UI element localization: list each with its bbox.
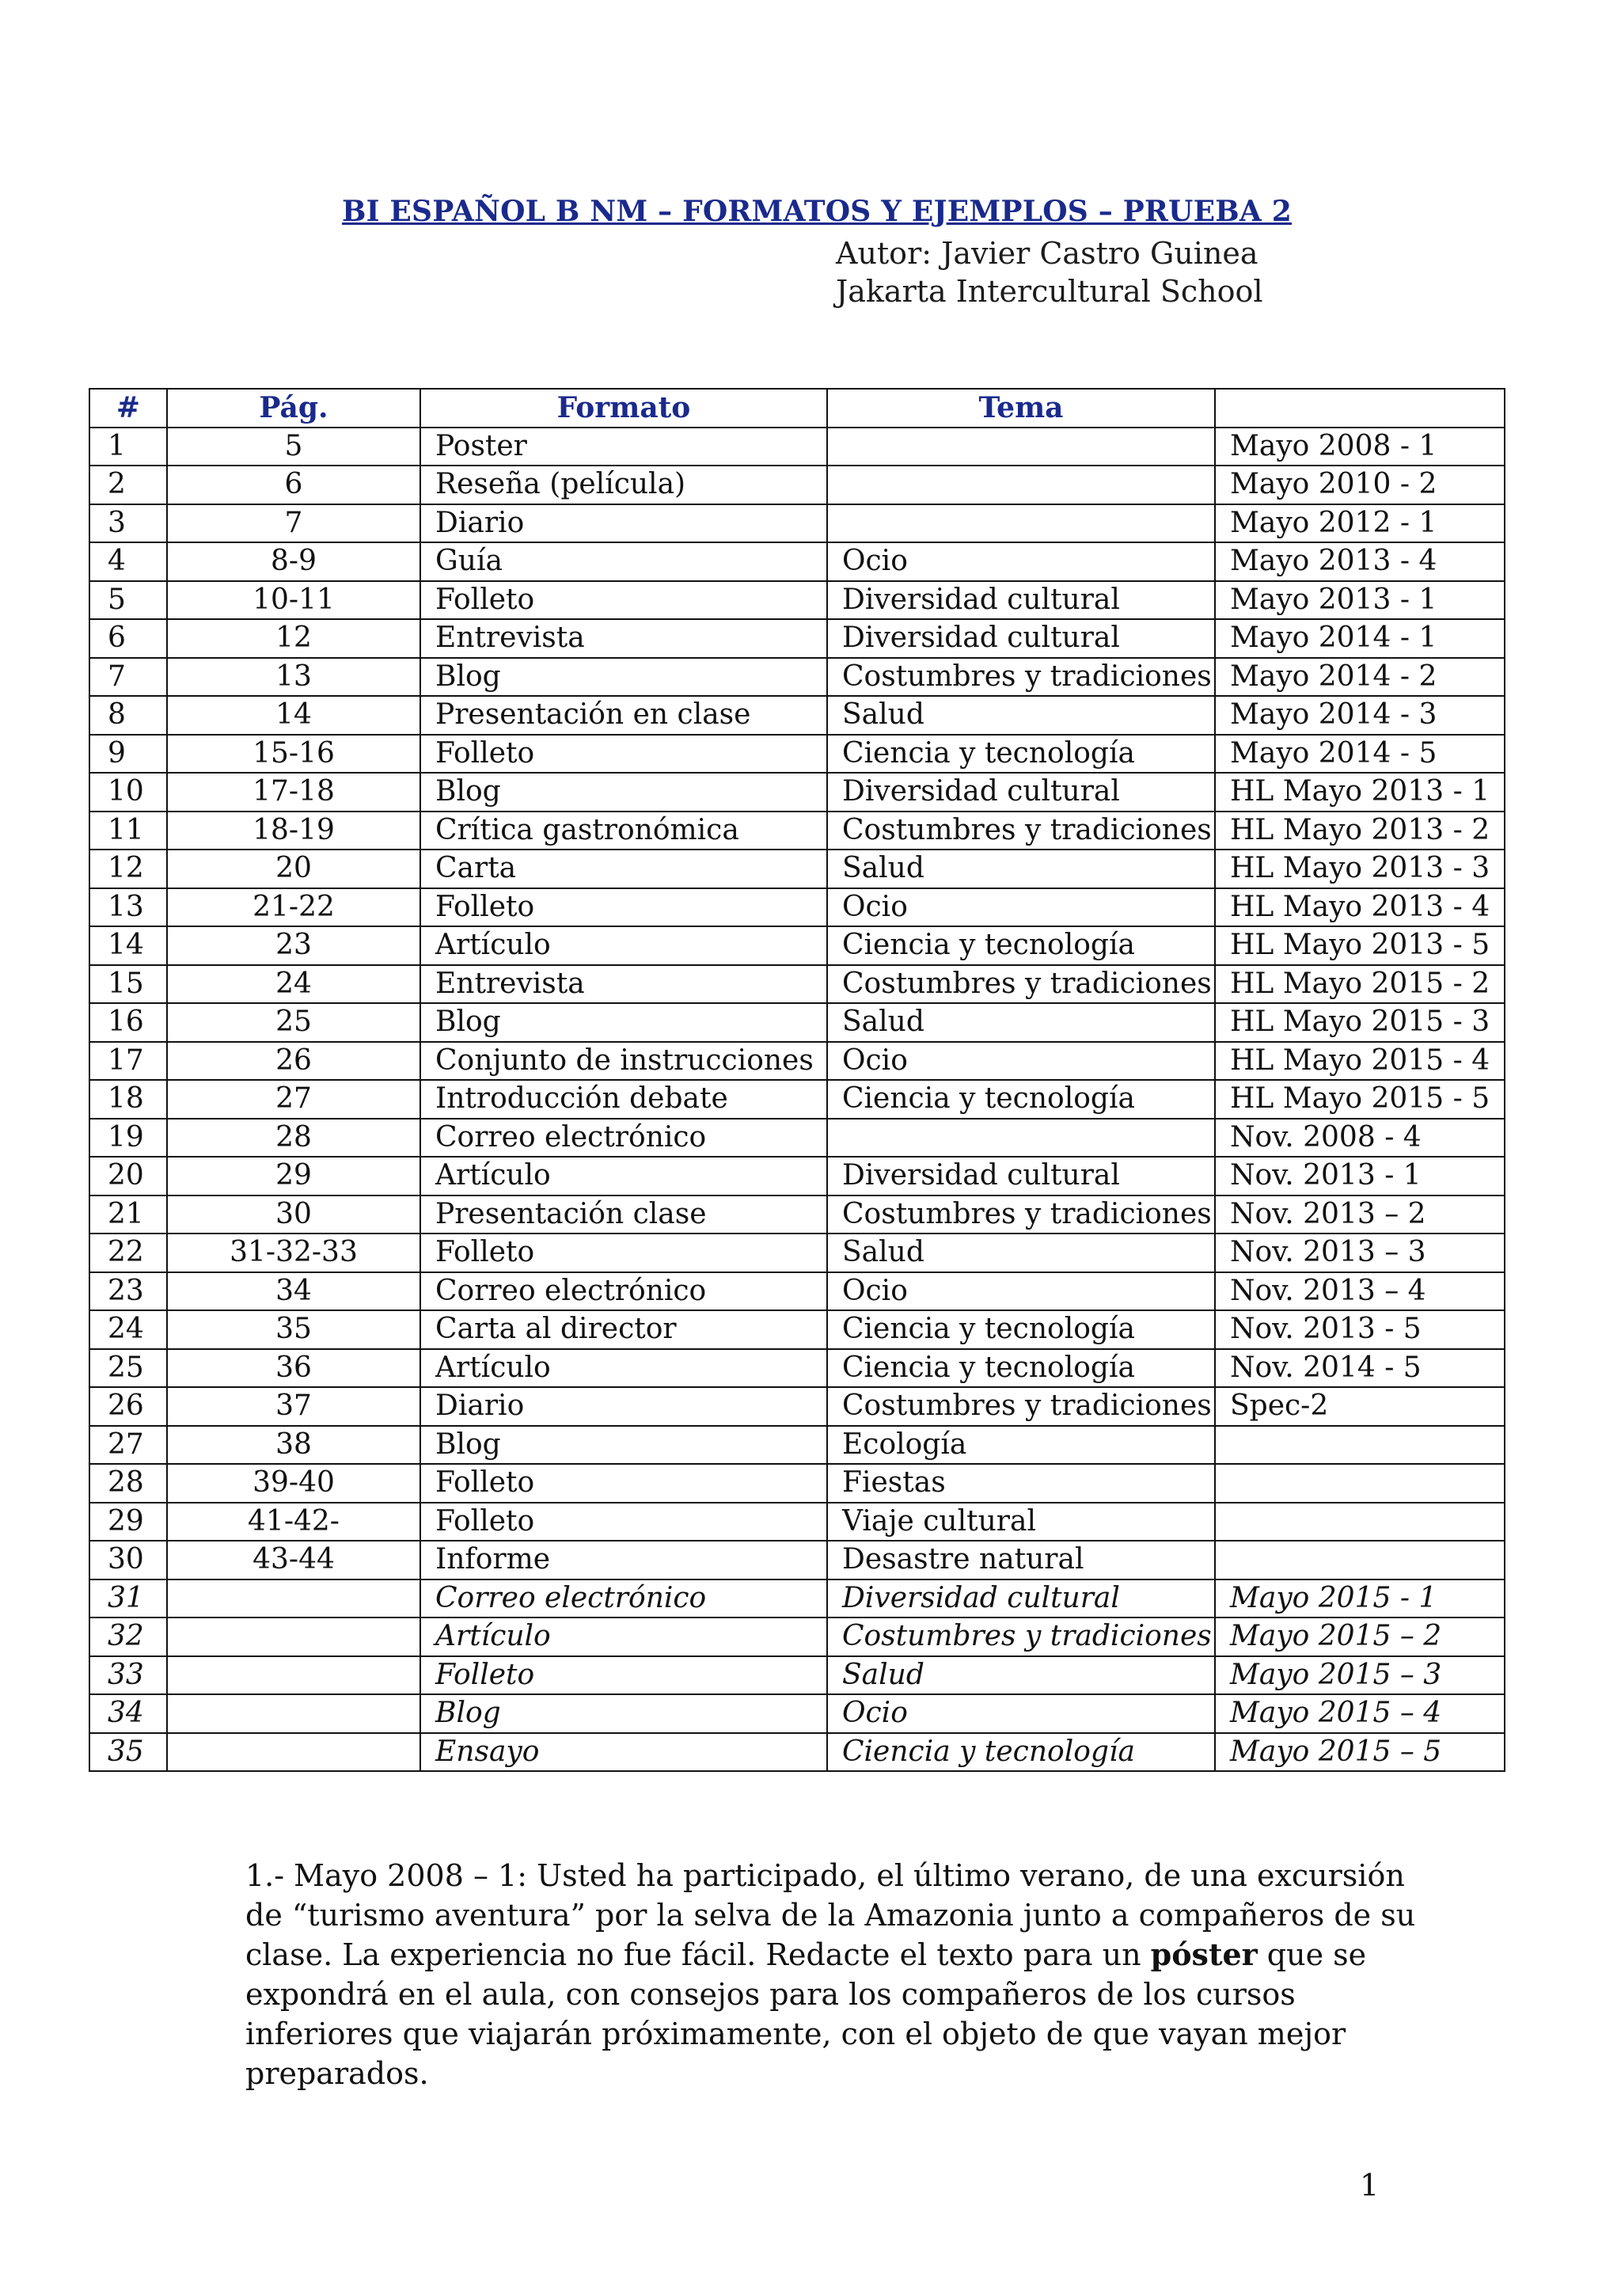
cell-exam: Mayo 2013 - 4 [1215, 542, 1505, 581]
cell-topic: Salud [827, 1656, 1215, 1695]
cell-number: 16 [89, 1003, 167, 1042]
cell-number: 33 [89, 1656, 167, 1695]
formats-table [89, 388, 1505, 1772]
cell-exam: Spec-2 [1215, 1387, 1505, 1426]
cell-page: 21-22 [167, 888, 420, 927]
cell-exam: Mayo 2008 - 1 [1215, 428, 1505, 466]
cell-page: 20 [167, 850, 420, 888]
cell-number: 27 [89, 1426, 167, 1465]
cell-format: Folleto [420, 1656, 827, 1695]
cell-number: 7 [89, 658, 167, 697]
cell-topic: Salud [827, 1234, 1215, 1272]
cell-topic: Diversidad cultural [827, 619, 1215, 658]
table-row [89, 1119, 1505, 1158]
cell-page: 14 [167, 696, 420, 735]
table-row [89, 658, 1505, 697]
cell-page: 29 [167, 1157, 420, 1196]
cell-topic: Costumbres y tradiciones [827, 812, 1215, 850]
table-row [89, 1464, 1505, 1503]
table-row [89, 1617, 1505, 1656]
table-row [89, 1349, 1505, 1388]
cell-page [167, 1617, 420, 1656]
table-row [89, 619, 1505, 658]
cell-page: 17-18 [167, 773, 420, 812]
cell-page: 41-42- [167, 1503, 420, 1541]
table-row [89, 1080, 1505, 1119]
cell-number: 29 [89, 1503, 167, 1541]
cell-format: Entrevista [420, 965, 827, 1004]
table-row [89, 1426, 1505, 1465]
cell-topic: Ecología [827, 1426, 1215, 1465]
cell-number: 35 [89, 1733, 167, 1772]
cell-topic: Costumbres y tradiciones [827, 1617, 1215, 1656]
cell-number: 17 [89, 1042, 167, 1081]
prompt-text-start: 1.- Mayo 2008 – 1: Usted ha participado, el último verano, de una excursión de “turismo aventura” por la selva de la Amazonia junto a compañeros de su clase. La experiencia no fue fácil. Redacte el texto para un [245, 1858, 1416, 1972]
cell-page: 27 [167, 1080, 420, 1119]
table-row [89, 888, 1505, 927]
table-row [89, 850, 1505, 888]
cell-page: 10-11 [167, 581, 420, 620]
cell-exam: Mayo 2015 – 5 [1215, 1733, 1505, 1772]
header-exam [1215, 389, 1505, 428]
cell-number: 31 [89, 1579, 167, 1618]
header-number: # [89, 389, 167, 428]
cell-number: 26 [89, 1387, 167, 1426]
table-row [89, 926, 1505, 965]
cell-exam: Mayo 2015 – 2 [1215, 1617, 1505, 1656]
cell-exam: HL Mayo 2013 - 2 [1215, 812, 1505, 850]
table-row [89, 504, 1505, 543]
cell-exam [1215, 1541, 1505, 1579]
table-row [89, 1694, 1505, 1733]
cell-exam: Mayo 2014 - 3 [1215, 696, 1505, 735]
cell-number: 25 [89, 1349, 167, 1388]
cell-number: 15 [89, 965, 167, 1004]
cell-topic: Diversidad cultural [827, 1579, 1215, 1618]
cell-topic: Desastre natural [827, 1541, 1215, 1579]
cell-page [167, 1579, 420, 1618]
cell-topic: Salud [827, 1003, 1215, 1042]
table-row [89, 466, 1505, 504]
table-row [89, 1387, 1505, 1426]
cell-topic: Ocio [827, 888, 1215, 927]
cell-number: 34 [89, 1694, 167, 1733]
table-row [89, 1157, 1505, 1196]
cell-exam: Mayo 2014 - 2 [1215, 658, 1505, 697]
cell-exam: Mayo 2015 - 1 [1215, 1579, 1505, 1618]
table-row [89, 965, 1505, 1004]
cell-format: Correo electrónico [420, 1119, 827, 1158]
header-topic: Tema [827, 389, 1215, 428]
cell-number: 18 [89, 1080, 167, 1119]
cell-topic: Salud [827, 850, 1215, 888]
cell-format: Introducción debate [420, 1080, 827, 1119]
cell-page: 13 [167, 658, 420, 697]
prompt-bold-term: póster [1150, 1937, 1258, 1972]
cell-format: Guía [420, 542, 827, 581]
table-row [89, 1042, 1505, 1081]
cell-topic: Costumbres y tradiciones [827, 658, 1215, 697]
cell-exam: Mayo 2014 - 1 [1215, 619, 1505, 658]
table-row [89, 1656, 1505, 1695]
cell-exam [1215, 1503, 1505, 1541]
cell-exam [1215, 1426, 1505, 1465]
cell-format: Blog [420, 773, 827, 812]
cell-exam: HL Mayo 2013 - 5 [1215, 926, 1505, 965]
cell-exam: Nov. 2013 – 3 [1215, 1234, 1505, 1272]
cell-exam: HL Mayo 2013 - 3 [1215, 850, 1505, 888]
cell-page: 26 [167, 1042, 420, 1081]
table-row [89, 1003, 1505, 1042]
table-row [89, 696, 1505, 735]
cell-format: Entrevista [420, 619, 827, 658]
cell-number: 8 [89, 696, 167, 735]
school-line: Jakarta Intercultural School [836, 274, 1263, 309]
cell-topic: Ciencia y tecnología [827, 1310, 1215, 1349]
cell-format: Blog [420, 1694, 827, 1733]
cell-topic: Ocio [827, 1272, 1215, 1311]
cell-exam: HL Mayo 2015 - 2 [1215, 965, 1505, 1004]
cell-page: 38 [167, 1426, 420, 1465]
cell-format: Diario [420, 504, 827, 543]
document-title-text: BI ESPAÑOL B NM – FORMATOS Y EJEMPLOS – PRUEBA 2 [341, 195, 1292, 228]
cell-exam: HL Mayo 2015 - 3 [1215, 1003, 1505, 1042]
cell-page: 18-19 [167, 812, 420, 850]
cell-format: Reseña (película) [420, 466, 827, 504]
cell-format: Poster [420, 428, 827, 466]
table-row [89, 812, 1505, 850]
cell-format: Carta al director [420, 1310, 827, 1349]
cell-topic: Ocio [827, 1042, 1215, 1081]
cell-number: 1 [89, 428, 167, 466]
cell-exam: Mayo 2015 – 3 [1215, 1656, 1505, 1695]
cell-page: 8-9 [167, 542, 420, 581]
cell-number: 22 [89, 1234, 167, 1272]
cell-number: 12 [89, 850, 167, 888]
table-row [89, 1234, 1505, 1272]
cell-topic: Viaje cultural [827, 1503, 1215, 1541]
cell-exam: Nov. 2013 - 5 [1215, 1310, 1505, 1349]
cell-format: Conjunto de instrucciones [420, 1042, 827, 1081]
cell-exam: HL Mayo 2013 - 4 [1215, 888, 1505, 927]
cell-format: Presentación en clase [420, 696, 827, 735]
cell-topic: Diversidad cultural [827, 1157, 1215, 1196]
table-row [89, 1579, 1505, 1618]
cell-page: 28 [167, 1119, 420, 1158]
cell-format: Folleto [420, 1464, 827, 1503]
cell-number: 5 [89, 581, 167, 620]
cell-format: Crítica gastronómica [420, 812, 827, 850]
cell-topic: Costumbres y tradiciones [827, 1387, 1215, 1426]
cell-exam: HL Mayo 2015 - 5 [1215, 1080, 1505, 1119]
cell-exam [1215, 1464, 1505, 1503]
cell-exam: HL Mayo 2013 - 1 [1215, 773, 1505, 812]
cell-page: 34 [167, 1272, 420, 1311]
cell-number: 6 [89, 619, 167, 658]
cell-topic: Ciencia y tecnología [827, 1733, 1215, 1772]
cell-topic: Salud [827, 696, 1215, 735]
header-format: Formato [420, 389, 827, 428]
cell-topic [827, 428, 1215, 466]
page-number: 1 [1360, 2168, 1380, 2203]
cell-topic [827, 466, 1215, 504]
cell-format: Folleto [420, 1234, 827, 1272]
table-row [89, 773, 1505, 812]
cell-number: 24 [89, 1310, 167, 1349]
cell-exam: Mayo 2013 - 1 [1215, 581, 1505, 620]
cell-topic: Ciencia y tecnología [827, 735, 1215, 774]
cell-page [167, 1733, 420, 1772]
table-row [89, 1196, 1505, 1234]
cell-page: 24 [167, 965, 420, 1004]
cell-format: Folleto [420, 735, 827, 774]
author-line: Autor: Javier Castro Guinea [836, 236, 1258, 271]
cell-topic: Diversidad cultural [827, 581, 1215, 620]
cell-format: Artículo [420, 1349, 827, 1388]
cell-exam: HL Mayo 2015 - 4 [1215, 1042, 1505, 1081]
cell-topic [827, 1119, 1215, 1158]
cell-format: Correo electrónico [420, 1272, 827, 1311]
table-row [89, 735, 1505, 774]
cell-format: Blog [420, 1426, 827, 1465]
table-row [89, 581, 1505, 620]
cell-page: 25 [167, 1003, 420, 1042]
table-row [89, 1503, 1505, 1541]
cell-topic: Ocio [827, 1694, 1215, 1733]
cell-exam: Nov. 2013 – 4 [1215, 1272, 1505, 1311]
cell-format: Blog [420, 658, 827, 697]
cell-number: 21 [89, 1196, 167, 1234]
cell-format: Informe [420, 1541, 827, 1579]
cell-page: 6 [167, 466, 420, 504]
cell-topic [827, 504, 1215, 543]
cell-page: 43-44 [167, 1541, 420, 1579]
cell-page: 5 [167, 428, 420, 466]
cell-page: 35 [167, 1310, 420, 1349]
cell-page: 30 [167, 1196, 420, 1234]
cell-format: Diario [420, 1387, 827, 1426]
cell-format: Folleto [420, 581, 827, 620]
exercise-prompt [245, 1856, 1433, 2093]
table-row [89, 428, 1505, 466]
cell-page [167, 1656, 420, 1695]
cell-number: 4 [89, 542, 167, 581]
cell-topic: Ocio [827, 542, 1215, 581]
cell-page: 39-40 [167, 1464, 420, 1503]
cell-page: 37 [167, 1387, 420, 1426]
cell-number: 11 [89, 812, 167, 850]
cell-page: 23 [167, 926, 420, 965]
cell-exam: Mayo 2015 – 4 [1215, 1694, 1505, 1733]
table-row [89, 542, 1505, 581]
cell-format: Ensayo [420, 1733, 827, 1772]
cell-number: 2 [89, 466, 167, 504]
cell-format: Blog [420, 1003, 827, 1042]
cell-exam: Nov. 2013 – 2 [1215, 1196, 1505, 1234]
cell-format: Folleto [420, 1503, 827, 1541]
cell-topic: Costumbres y tradiciones [827, 965, 1215, 1004]
cell-format: Artículo [420, 1617, 827, 1656]
cell-exam: Mayo 2012 - 1 [1215, 504, 1505, 543]
cell-number: 10 [89, 773, 167, 812]
cell-exam: Nov. 2014 - 5 [1215, 1349, 1505, 1388]
cell-topic: Ciencia y tecnología [827, 1080, 1215, 1119]
cell-format: Folleto [420, 888, 827, 927]
cell-number: 30 [89, 1541, 167, 1579]
prompt-text-end: que se expondrá en el aula, con consejos para los compañeros de los cursos inferiores que viajarán próximamente, con el objeto de que vayan mejor preparados. [245, 1937, 1367, 2091]
cell-number: 28 [89, 1464, 167, 1503]
table-row [89, 1541, 1505, 1579]
cell-format: Artículo [420, 1157, 827, 1196]
cell-topic: Diversidad cultural [827, 773, 1215, 812]
table-header-row [89, 389, 1505, 428]
cell-number: 9 [89, 735, 167, 774]
cell-page: 12 [167, 619, 420, 658]
cell-exam: Nov. 2008 - 4 [1215, 1119, 1505, 1158]
cell-exam: Mayo 2010 - 2 [1215, 466, 1505, 504]
table-row [89, 1310, 1505, 1349]
document-title [0, 195, 1621, 228]
cell-topic: Costumbres y tradiciones [827, 1196, 1215, 1234]
cell-number: 20 [89, 1157, 167, 1196]
cell-format: Correo electrónico [420, 1579, 827, 1618]
cell-page: 31-32-33 [167, 1234, 420, 1272]
cell-format: Presentación clase [420, 1196, 827, 1234]
cell-page: 36 [167, 1349, 420, 1388]
header-page: Pág. [167, 389, 420, 428]
table-row [89, 1733, 1505, 1772]
cell-page [167, 1694, 420, 1733]
cell-exam: Nov. 2013 - 1 [1215, 1157, 1505, 1196]
table-body [89, 428, 1505, 1772]
table-row [89, 1272, 1505, 1311]
cell-topic: Ciencia y tecnología [827, 926, 1215, 965]
cell-number: 19 [89, 1119, 167, 1158]
cell-topic: Ciencia y tecnología [827, 1349, 1215, 1388]
cell-format: Carta [420, 850, 827, 888]
cell-number: 3 [89, 504, 167, 543]
cell-topic: Fiestas [827, 1464, 1215, 1503]
cell-page: 7 [167, 504, 420, 543]
cell-number: 23 [89, 1272, 167, 1311]
cell-format: Artículo [420, 926, 827, 965]
cell-number: 14 [89, 926, 167, 965]
cell-page: 15-16 [167, 735, 420, 774]
cell-number: 13 [89, 888, 167, 927]
cell-number: 32 [89, 1617, 167, 1656]
cell-exam: Mayo 2014 - 5 [1215, 735, 1505, 774]
